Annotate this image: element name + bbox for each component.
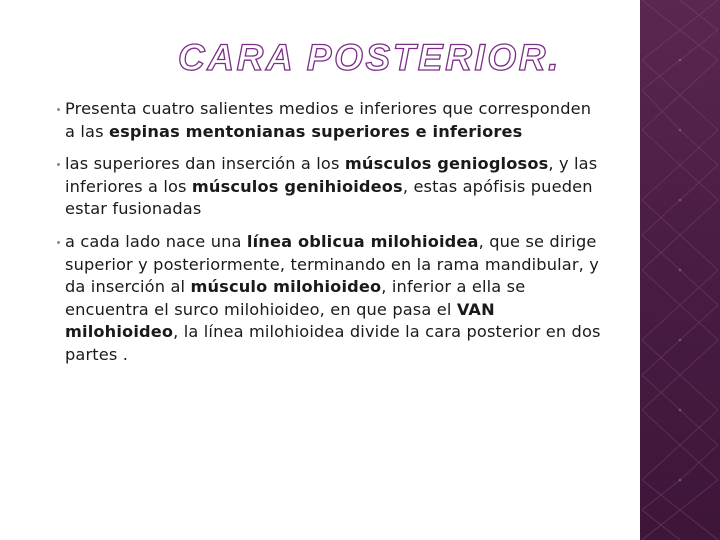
bullet-text: , la línea milohioidea divide la cara posterior en dos partes . [65, 322, 601, 364]
bold-term: músculo milohioideo [190, 277, 382, 297]
bold-term: línea oblicua milohioidea [246, 231, 479, 251]
svg-text:CARA POSTERIOR.: CARA POSTERIOR. [178, 37, 561, 78]
panel-pattern [640, 0, 720, 540]
bullet-item [44, 98, 604, 143]
bullet-dot-icon [57, 163, 60, 166]
bullet-dot-icon [57, 108, 60, 111]
bullet-text: Presenta cuatro salientes medios e inferiores que corresponden a las [65, 99, 592, 141]
slide-title [176, 36, 561, 80]
bullet-text: a cada lado nace una [65, 231, 247, 251]
bold-term: músculos genihioideos [191, 176, 403, 196]
slide-title-outline [176, 36, 561, 80]
bullet-list [44, 98, 604, 377]
bullet-item [44, 153, 604, 221]
bold-term: músculos genioglosos [344, 154, 549, 174]
bold-term: VAN milohioideo [65, 299, 495, 342]
bullet-text: , inferior a ella se encuentra el surco milohioideo, en que pasa el [65, 277, 526, 319]
decorative-side-panel [640, 0, 720, 540]
bullet-dot-icon [57, 241, 60, 244]
bullet-text: , que se dirige superior y posteriormente, terminando en la rama mandibular, y da inserción al [65, 231, 599, 297]
bullet-text: , estas apófisis pueden estar fusionadas [65, 176, 593, 219]
bullet-item [44, 231, 604, 367]
bullet-text: , y las inferiores a los [65, 154, 598, 196]
bold-term: espinas mentonianas superiores e inferiores [108, 121, 523, 141]
bullet-text: las superiores dan inserción a los [65, 154, 345, 174]
